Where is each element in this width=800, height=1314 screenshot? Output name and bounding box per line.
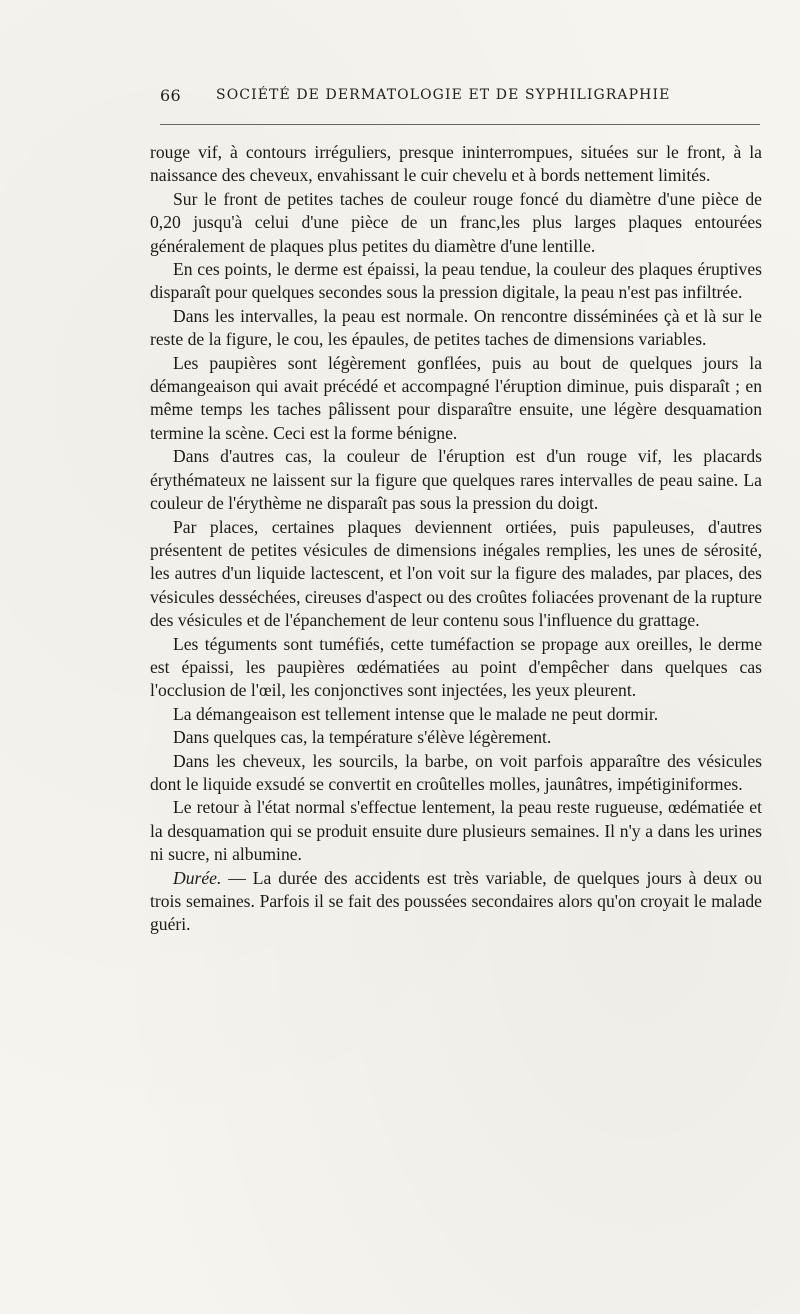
paragraph-5: Les paupières sont légèrement gonflées, puis au bout de quelques jours la démangeaison qui avait précédé et accompagné l'éruption diminue, puis disparaît ; en même temps les taches pâlissent pour disparaître ensuite, une légère desquamation termine la scène. Ceci est la forme bénigne. <box>150 352 762 443</box>
journal-title: SOCIÉTÉ DE DERMATOLOGIE ET DE SYPHILIGRAPHIE <box>216 87 671 103</box>
page-number: 66 <box>160 86 181 105</box>
paragraph-11: Dans les cheveux, les sourcils, la barbe, on voit parfois apparaître des vésicules dont le liquide exsudé se convertit en croûtelles molles, jaunâtres, impétiginiformes. <box>150 750 762 794</box>
header-rule <box>160 124 760 125</box>
paragraph-7: Par places, certaines plaques deviennent ortiées, puis papuleuses, d'autres présentent de petites vésicules de dimensions inégales remplies, les unes de sérosité, les autres d'un liquide lactescent, et l'on voit sur la figure des malades, par places, des vésicules desséchées, cireuses d'aspect ou des croûtes foliacées provenant de la rupture des vésicules et de l'épanchement de leur contenu sous l'influence du grattage. <box>150 516 762 631</box>
paragraph-4: Dans les intervalles, la peau est normale. On rencontre disséminées çà et là sur le reste de la figure, le cou, les épaules, de petites taches de dimensions variables. <box>150 305 762 350</box>
paragraph-6: Dans d'autres cas, la couleur de l'éruption est d'un rouge vif, les placards érythémateux ne laissent sur la figure que quelques rares intervalles de peau saine. La couleur de l'érythème ne disparaît pas sous la pression du doigt. <box>150 446 762 514</box>
section-lead-duree: Durée. <box>173 867 222 888</box>
paragraph-13-text: — La durée des accidents est très variable, de quelques jours à deux ou trois semaines. Parfois il se fait des poussées secondaires alors qu'on croyait le malade guéri. <box>150 867 762 935</box>
paragraph-2: Sur le front de petites taches de couleur rouge foncé du diamètre d'une pièce de 0,20 jusqu'à celui d'une pièce de un franc,les plus larges plaques entourées généralement de plaques plus petites du diamètre d'une lentille. <box>150 188 762 256</box>
paragraph-12: Le retour à l'état normal s'effectue lentement, la peau reste rugueuse, œdématiée et la desquamation qui se produit ensuite dure plusieurs semaines. Il n'y a dans les urines ni sucre, ni albumine. <box>150 797 762 865</box>
paragraph-3: En ces points, le derme est épaissi, la peau tendue, la couleur des plaques éruptives disparaît pour quelques secondes sous la pression digitale, la peau n'est pas infiltrée. <box>150 259 762 303</box>
paragraph-13 <box>150 867 762 937</box>
paragraph-9: La démangeaison est tellement intense que le malade ne peut dormir. <box>173 703 659 724</box>
running-header <box>160 86 760 110</box>
body-text <box>150 141 762 937</box>
paragraph-10: Dans quelques cas, la température s'élève légèrement. <box>173 727 552 748</box>
paragraph-8: Les téguments sont tuméfiés, cette tuméfaction se propage aux oreilles, le derme est épaissi, les paupières œdématiées au point d'empêcher dans quelques cas l'occlusion de l'œil, les conjonctives sont injectées, les yeux pleurent. <box>150 633 762 701</box>
paragraph-1: rouge vif, à contours irréguliers, presque ininterrompues, situées sur le front, à la naissance des cheveux, envahissant le cuir chevelu et à bords nettement limités. <box>150 142 762 186</box>
